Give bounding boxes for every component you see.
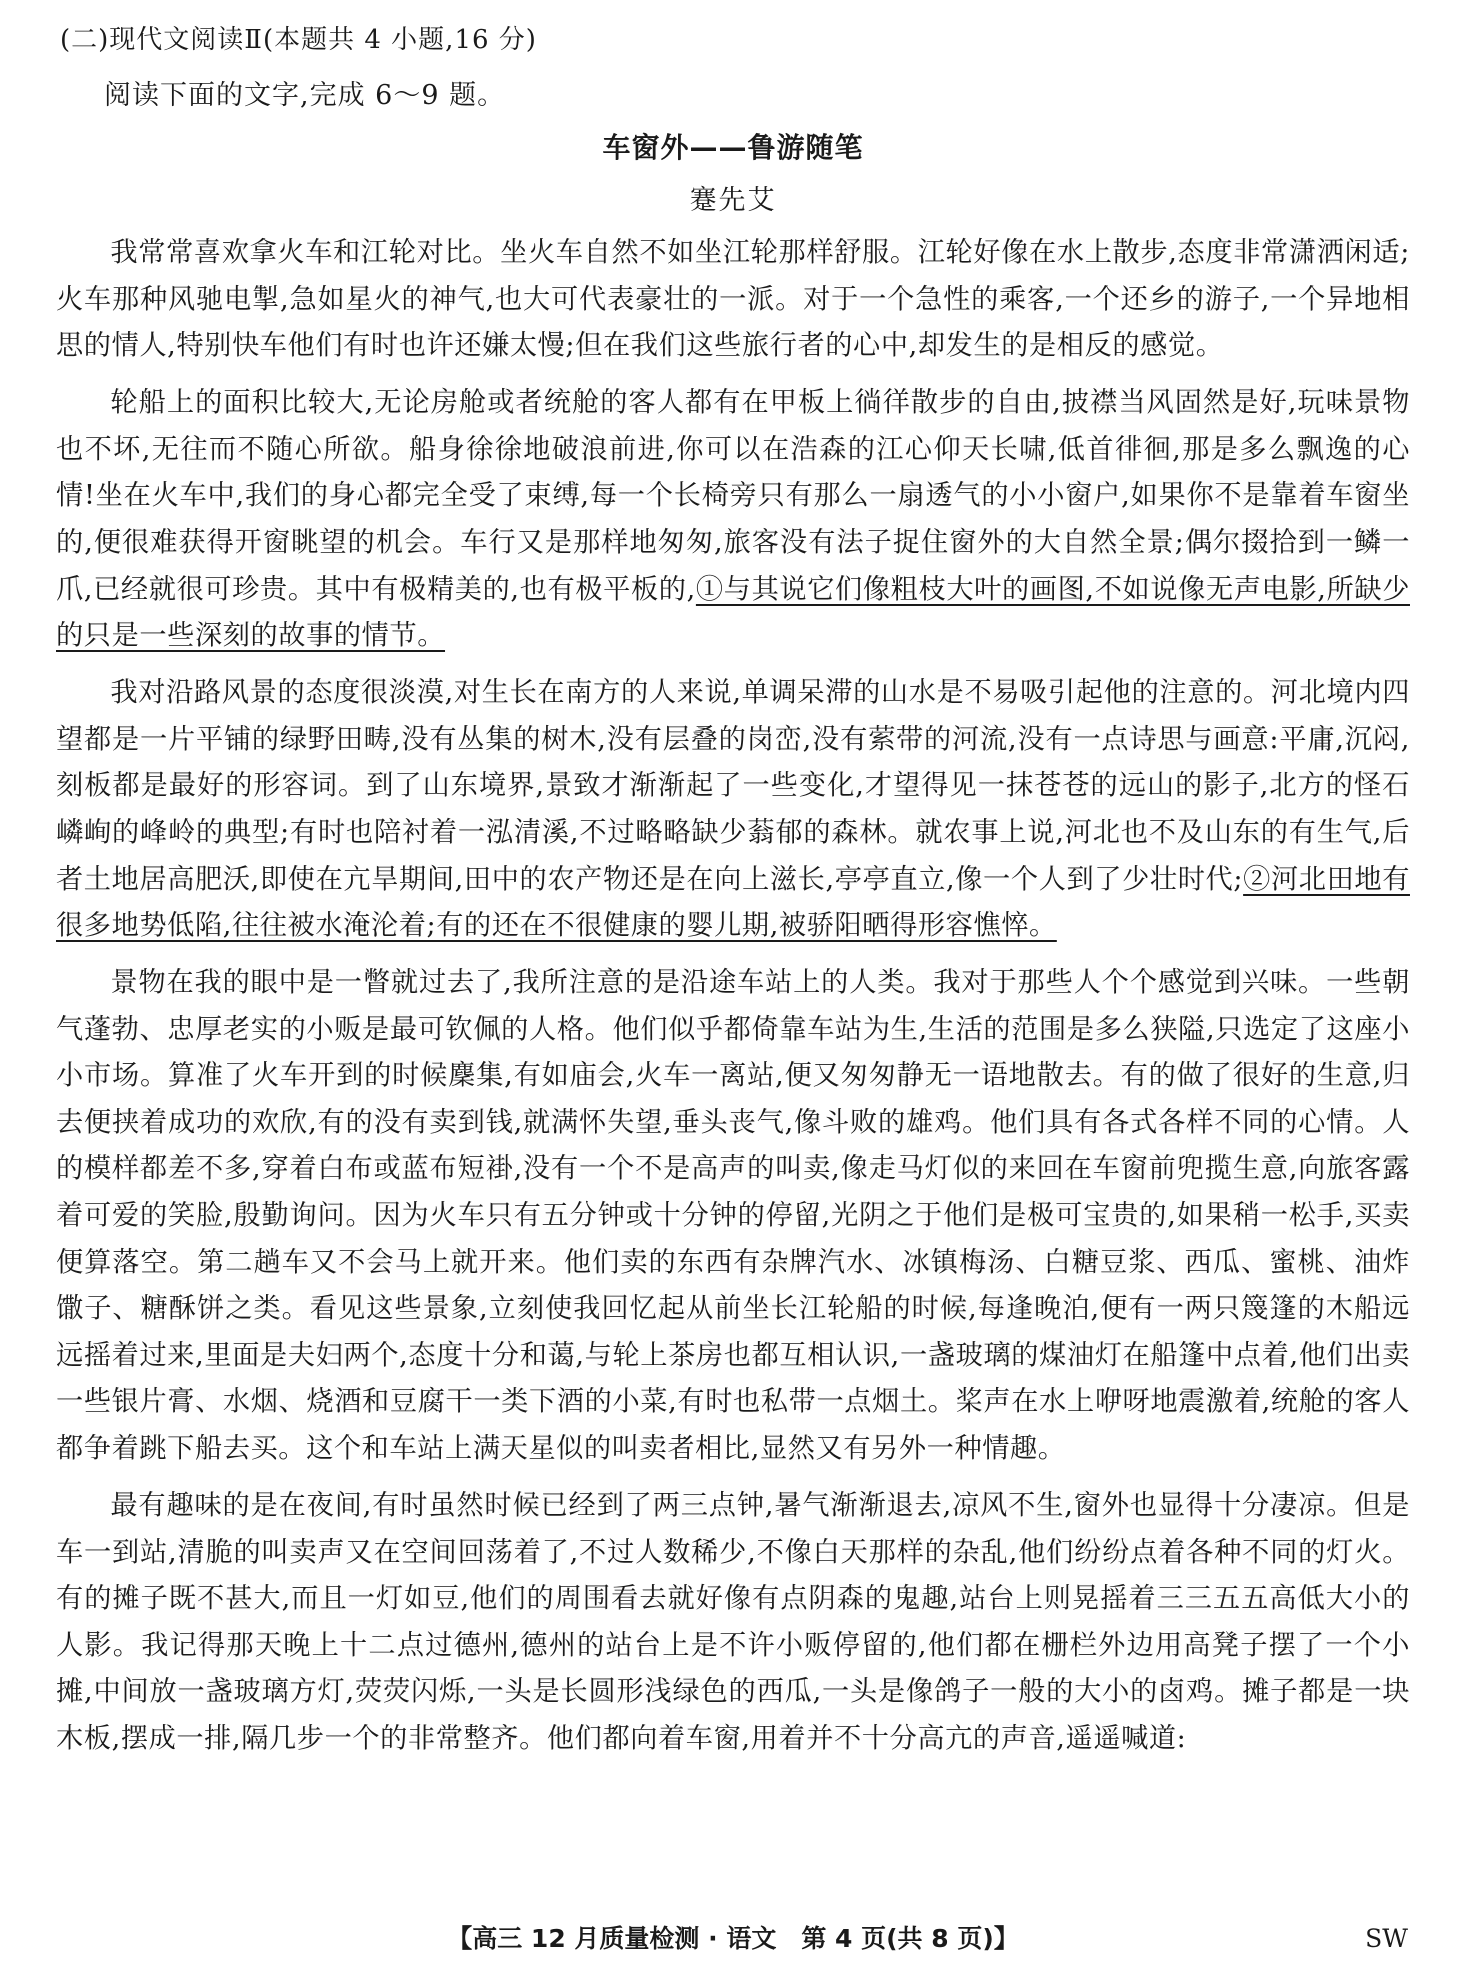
article-title: 车窗外——鲁游随笔 [602, 131, 864, 164]
exam-code: SW [1365, 1924, 1408, 1953]
page-footer: 【高三 12 月质量检测 · 语文 第 4 页(共 8 页)】 [447, 1924, 1019, 1953]
underlined-sentence-2: ②河北田地有很多地势低陷,往往被水淹沦着;有的还在不很健康的婴儿期,被骄阳晒得形容憔悴。 [56, 863, 1410, 942]
paragraph-2 [56, 380, 1410, 660]
paragraph-2-text: 轮船上的面积比较大,无论房舱或者统舱的客人都有在甲板上徜徉散步的自由,披襟当风固然是好,玩味景物也不坏,无往而不随心所欲。船身徐徐地破浪前进,你可以在浩森的江心仰天长啸,低首徘徊,那是多么飘逸的心情!坐在火车中,我们的身心都完全受了束缚,每一个长椅旁只有那么一扇透气的小小窗户,如果你不是靠着车窗坐的,便很难获得开窗眺望的机会。车行又是那样地匆匆,旅客没有法子捉住窗外的大自然全景;偶尔掇拾到一鳞一爪,已经就很可珍贵。其中有极精美的,也有极平板的, [56, 387, 1410, 605]
underlined-sentence-1: ①与其说它们像粗枝大叶的画图,不如说像无声电影,所缺少的只是一些深刻的故事的情节。 [56, 573, 1410, 652]
paragraph-3-text: 我对沿路风景的态度很淡漠,对生长在南方的人来说,单调呆滞的山水是不易吸引起他的注意的。河北境内四望都是一片平铺的绿野田畴,没有丛集的树木,没有层叠的岗峦,没有萦带的河流,没有一点诗思与画意:平庸,沉闷,刻板都是最好的形容词。到了山东境界,景致才渐渐起了一些变化,才望得见一抹苍苍的远山的影子,北方的怪石嶙峋的峰岭的典型;有时也陪衬着一泓清溪,不过略略缺少蓊郁的森林。就农事上说,河北也不及山东的有生气,后者土地居高肥沃,即使在亢旱期间,田中的农产物还是在向上滋长,亭亭直立,像一个人到了少壮时代; [56, 677, 1410, 895]
section-heading: (二)现代文阅读Ⅱ(本题共 4 小题,16 分) [60, 25, 537, 55]
article-author: 蹇先艾 [689, 185, 777, 216]
paragraph-4: 景物在我的眼中是一瞥就过去了,我所注意的是沿途车站上的人类。我对于那些人个个感觉到兴味。一些朝气蓬勃、忠厚老实的小贩是最可钦佩的人格。他们似乎都倚靠车站为生,生活的范围是多么狭隘,只选定了这座小小市场。算准了火车开到的时候麇集,有如庙会,火车一离站,便又匆匆静无一语地散去。有的做了很好的生意,归去便挟着成功的欢欣,有的没有卖到钱,就满怀失望,垂头丧气,像斗败的雄鸡。他们具有各式各样不同的心情。人的模样都差不多,穿着白布或蓝布短褂,没有一个不是高声的叫卖,像走马灯似的来回在车窗前兜揽生意,向旅客露着可爱的笑脸,殷勤询问。因为火车只有五分钟或十分钟的停留,光阴之于他们是极可宝贵的,如果稍一松手,买卖便算落空。第二趟车又不会马上就开来。他们卖的东西有杂牌汽水、冰镇梅汤、白糖豆浆、西瓜、蜜桃、油炸馓子、糖酥饼之类。看见这些景象,立刻使我回忆起从前坐长江轮船的时候,每逢晚泊,便有一两只篾篷的木船远远摇着过来,里面是夫妇两个,态度十分和蔼,与轮上茶房也都互相认识,一盏玻璃的煤油灯在船篷中点着,他们出卖一些银片膏、水烟、烧酒和豆腐干一类下酒的小菜,有时也私带一点烟土。桨声在水上咿呀地震激着,统舱的客人都争着跳下船去买。这个和车站上满天星似的叫卖者相比,显然又有另外一种情趣。 [56, 967, 1410, 1465]
reading-instruction: 阅读下面的文字,完成 6～9 题。 [104, 80, 506, 111]
paragraph-1: 我常常喜欢拿火车和江轮对比。坐火车自然不如坐江轮那样舒服。江轮好像在水上散步,态度非常潇洒闲适;火车那种风驰电掣,急如星火的神气,也大可代表豪壮的一派。对于一个急性的乘客,一个还乡的游子,一个异地相思的情人,特别快车他们有时也许还嫌太慢;但在我们这些旅行者的心中,却发生的是相反的感觉。 [56, 237, 1410, 362]
article-body [56, 230, 1410, 1773]
paragraph-3 [56, 670, 1410, 950]
paragraph-5: 最有趣味的是在夜间,有时虽然时候已经到了两三点钟,暑气渐渐退去,凉风不生,窗外也显得十分凄凉。但是车一到站,清脆的叫卖声又在空间回荡着了,不过人数稀少,不像白天那样的杂乱,他们纷纷点着各种不同的灯火。有的摊子既不甚大,而且一灯如豆,他们的周围看去就好像有点阴森的鬼趣,站台上则晃摇着三三五五高低大小的人影。我记得那天晚上十二点过德州,德州的站台上是不许小贩停留的,他们都在栅栏外边用高凳子摆了一个小摊,中间放一盏玻璃方灯,荧荧闪烁,一头是长圆形浅绿色的西瓜,一头是像鸽子一般的大小的卤鸡。摊子都是一块木板,摆成一排,隔几步一个的非常整齐。他们都向着车窗,用着并不十分高亢的声音,遥遥喊道: [56, 1490, 1410, 1754]
